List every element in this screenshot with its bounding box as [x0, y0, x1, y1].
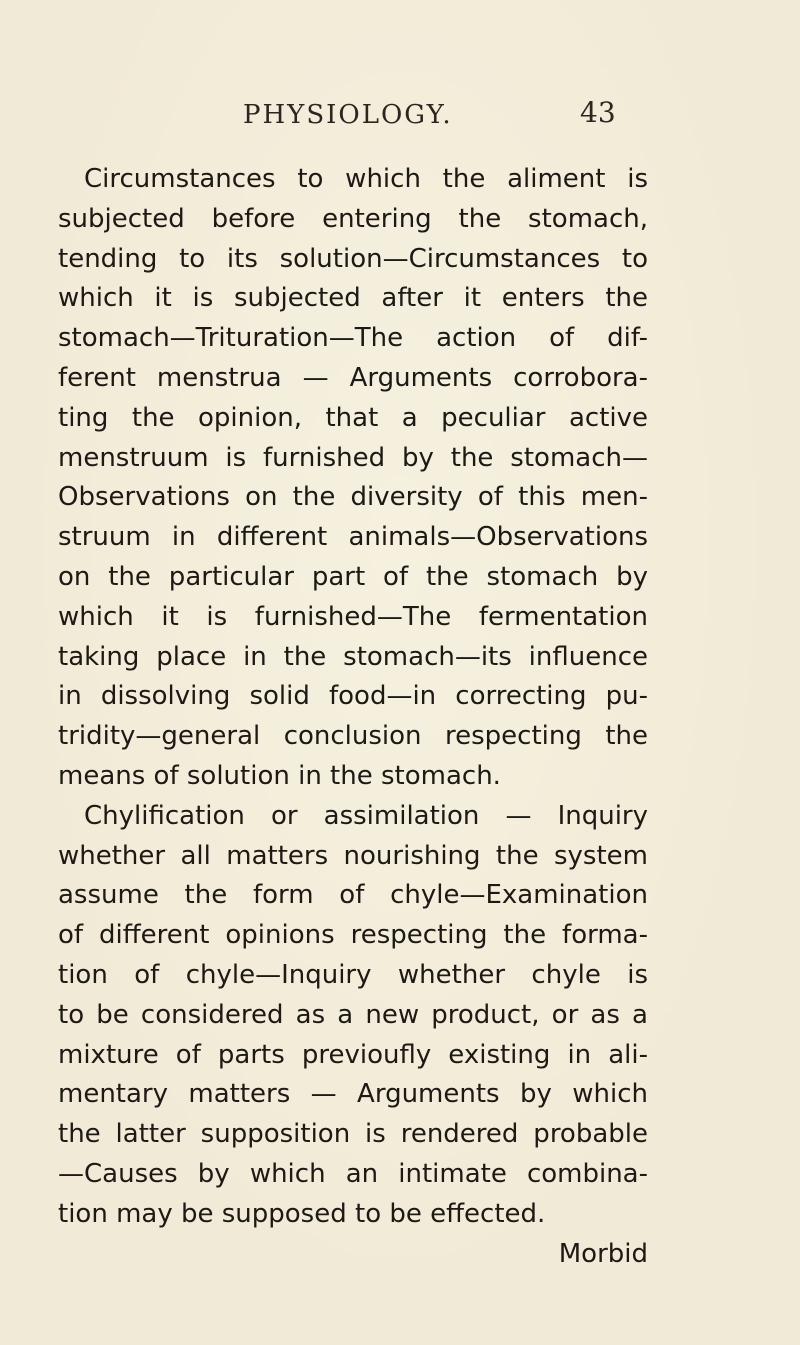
text-line: which it is subjected after it enters the [58, 283, 648, 314]
text-line: assume the form of chyle—Examination [58, 880, 648, 911]
text-line: menstruum is furnished by the stomach— [58, 442, 648, 473]
text-line: Circumstances to which the aliment is [84, 164, 648, 194]
text-line: ting the opinion, that a peculiar active [58, 402, 648, 433]
text-line: tridity—general conclusion respecting the [58, 721, 648, 752]
catchword: Morbid [558, 1238, 648, 1269]
text-line: in dissolving solid food—in correcting pu- [58, 681, 648, 712]
text-line: subjected before entering the stomach, [58, 203, 648, 234]
text-line: tion of chyle—Inquiry whether chyle is [58, 959, 648, 990]
text-line: whether all matters nourishing the system [58, 840, 648, 871]
text-line: means of solution in the stomach. [58, 760, 501, 791]
text-line: tion may be supposed to be effected. [58, 1198, 546, 1229]
page-number: 43 [580, 96, 616, 129]
text-line: —Causes by which an intimate combina- [58, 1158, 648, 1189]
body-text [58, 160, 648, 1274]
text-line: Observations on the diversity of this men- [58, 482, 648, 513]
text-line: ferent menstrua — Arguments corrobora- [58, 362, 648, 393]
text-line: stomach—Trituration—The action of dif- [58, 323, 648, 354]
text-line: mentary matters — Arguments by which [58, 1079, 648, 1110]
text-line: to be considered as a new product, or as a [58, 999, 648, 1030]
text-line: the latter supposition is rendered probable [58, 1119, 648, 1150]
text-line: struum in different animals—Observations [58, 522, 648, 553]
text-line: taking place in the stomach—its influence [58, 641, 648, 672]
running-head: PHYSIOLOGY. [243, 100, 453, 130]
text-line: mixture of parts previoufly existing in ali- [58, 1039, 648, 1070]
text-line: on the particular part of the stomach by [58, 561, 648, 592]
text-line: Chylification or assimilation — Inquiry [84, 800, 648, 831]
text-line: tending to its solution—Circumstances to [58, 243, 648, 274]
text-line: of different opinions respecting the forma- [58, 920, 648, 951]
text-line: which it is furnished—The fermentation [58, 601, 648, 632]
